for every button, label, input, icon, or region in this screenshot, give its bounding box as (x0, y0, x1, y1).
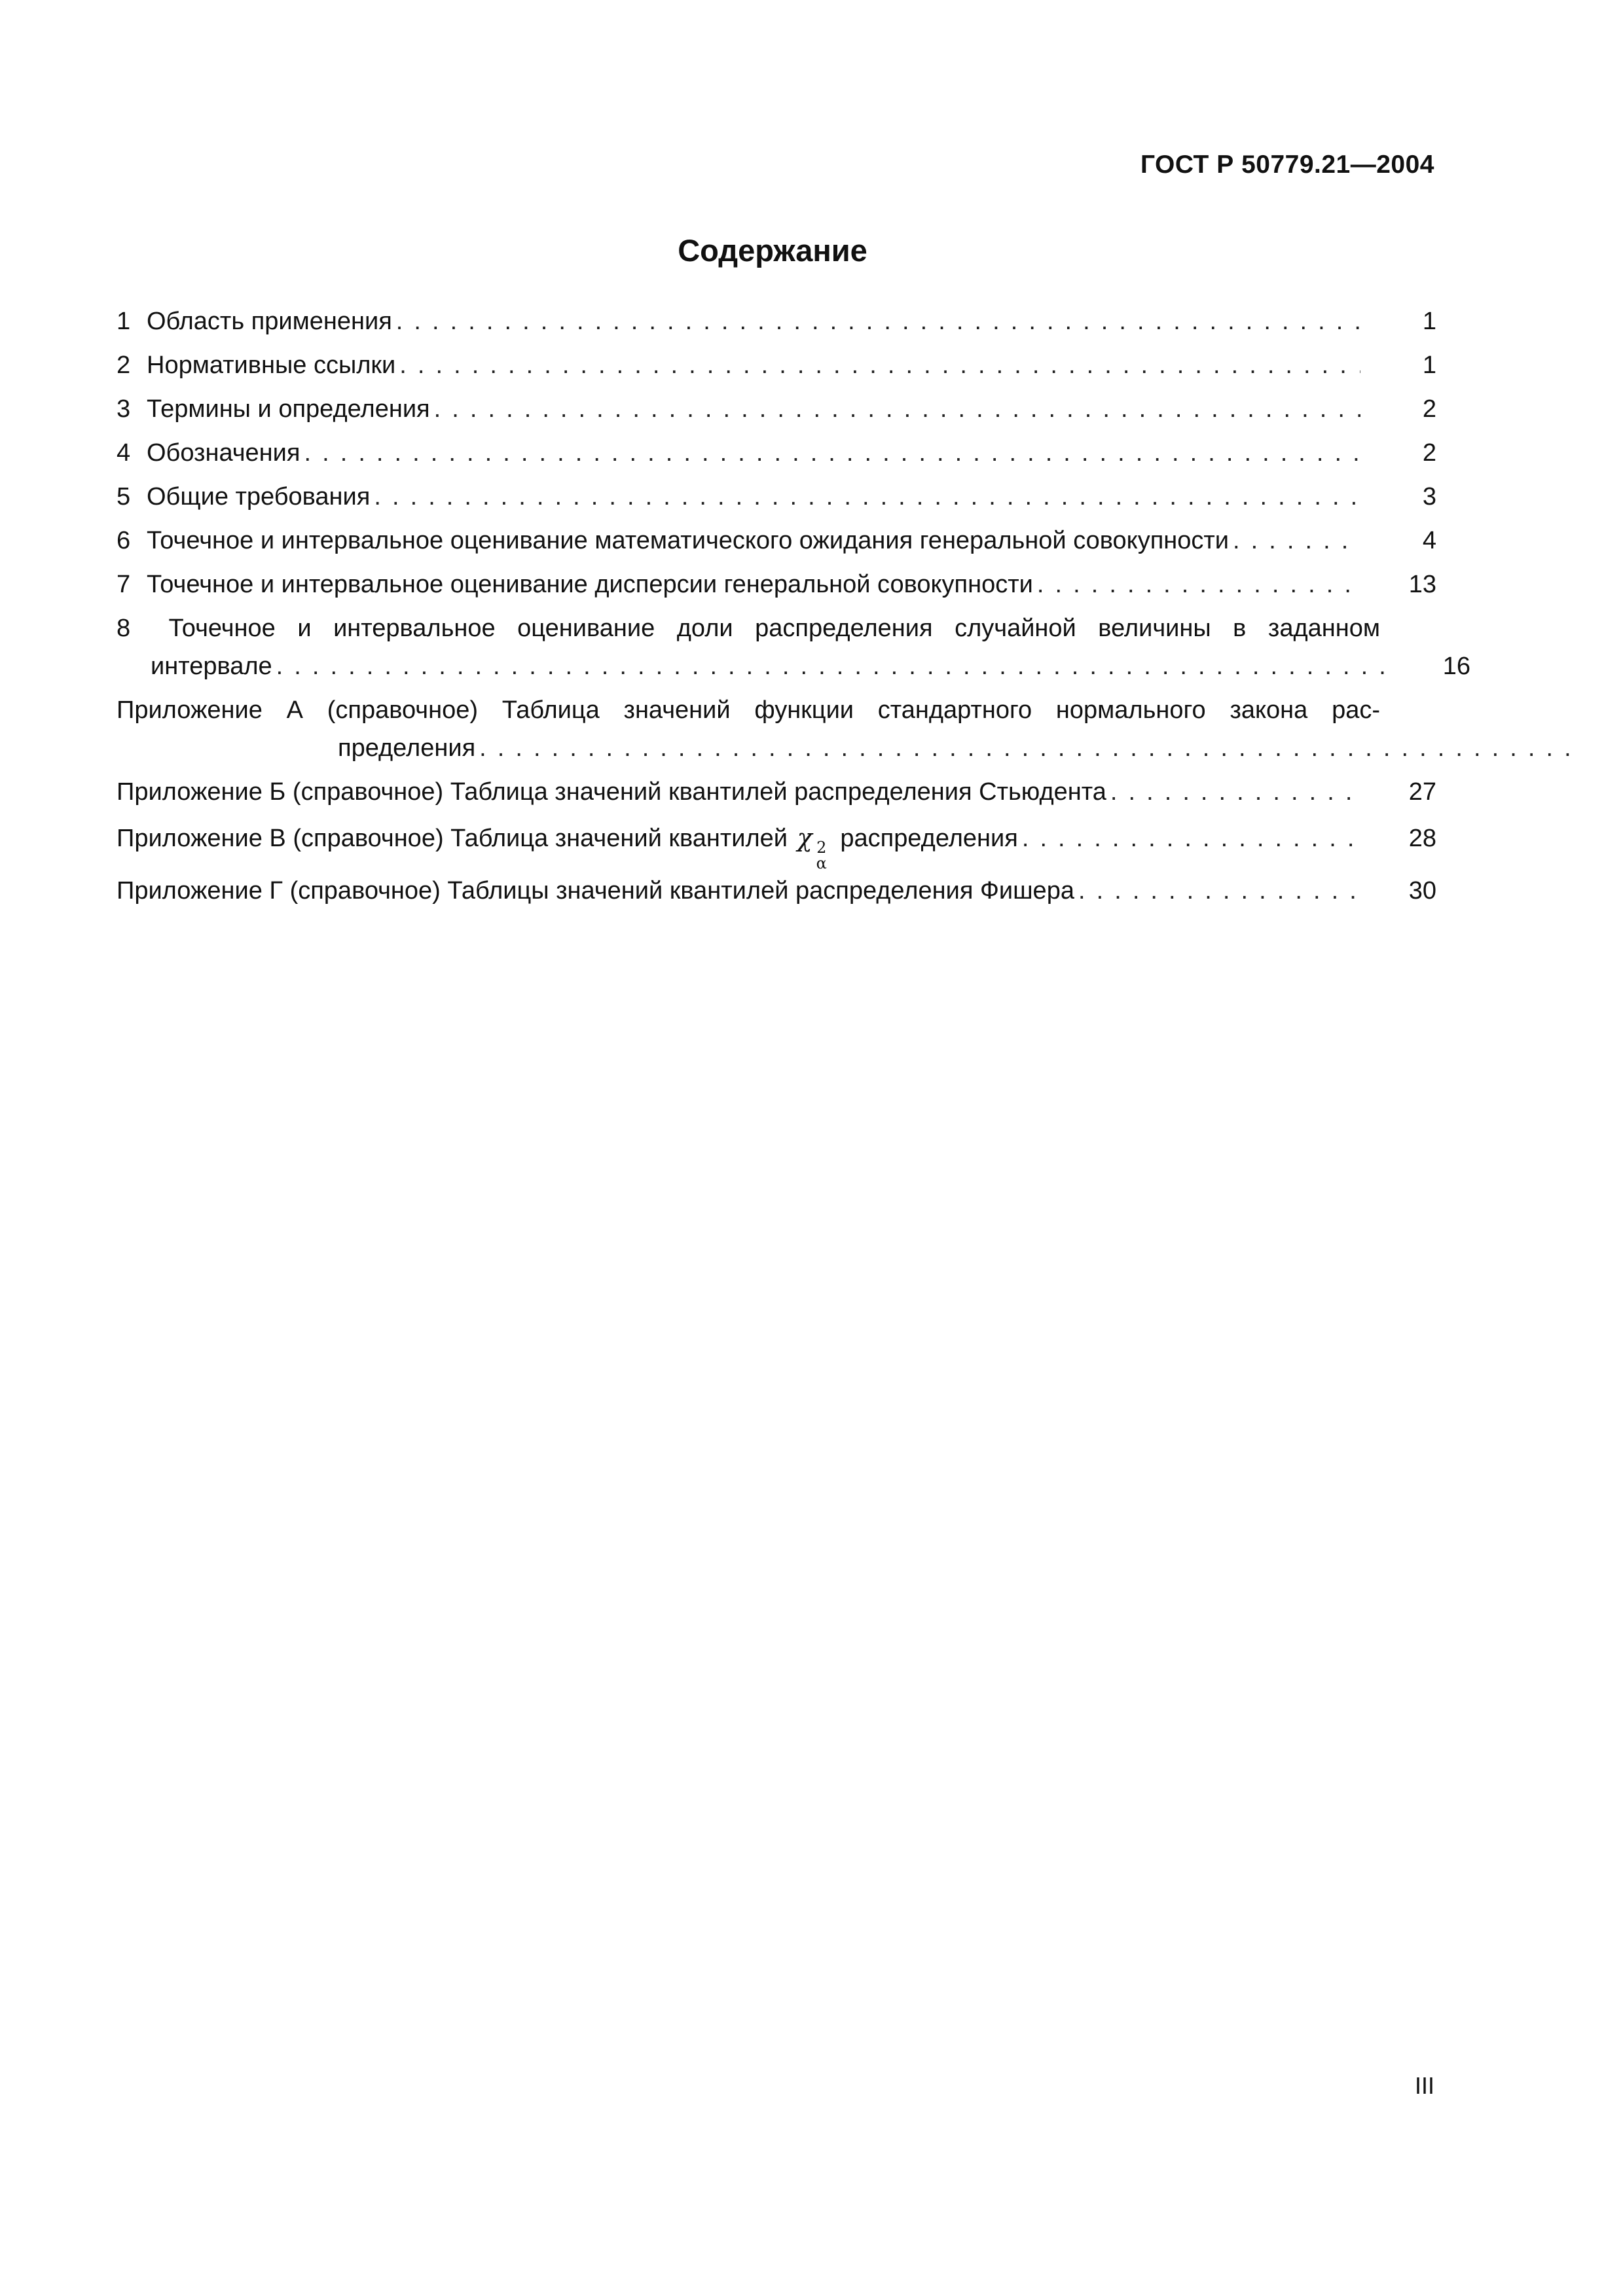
toc-entry-number: 1 (117, 308, 131, 335)
chi-symbol: χ (797, 823, 812, 852)
toc-entry-first-line: Приложение А (справочное) Таблица значений функции стандартного нормального закона рас- (117, 696, 1380, 724)
toc-entry[interactable] (117, 615, 1470, 696)
toc-entry-number: 5 (117, 483, 131, 511)
toc-entry-number: 2 (117, 351, 131, 379)
dot-leader (304, 439, 1360, 467)
dot-leader (479, 734, 1582, 762)
dot-leader (276, 653, 1395, 681)
toc-entry-page: 1 (1422, 351, 1436, 379)
toc-entry-label: Обозначения (147, 439, 301, 467)
toc-entry-number: 6 (117, 527, 131, 554)
toc-entry-label: Точечное и интервальное оценивание доли распределения случайной величины в заданном (168, 615, 1380, 642)
toc-entry-page: 2 (1422, 395, 1436, 423)
toc-entry-label: Приложение Г (справочное) Таблицы значений квантилей распределения Фишера (117, 877, 1074, 905)
toc-entry-label-continuation: пределения (338, 734, 476, 762)
toc-entry-second-line (117, 734, 1623, 778)
toc-entry-page: 28 (1408, 825, 1436, 852)
toc-entry-appendix[interactable] (117, 877, 1436, 921)
toc-entry-first-line (117, 615, 1380, 653)
dot-leader (1022, 825, 1360, 853)
toc-entry-page: 27 (1408, 778, 1436, 806)
toc-entry-page: 16 (1442, 653, 1470, 680)
toc-title: Содержание (678, 233, 867, 268)
toc-entry-second-line (117, 653, 1470, 696)
toc-entry[interactable] (117, 571, 1436, 615)
toc-entry-label: Нормативные ссылки (147, 351, 396, 379)
table-of-contents (117, 308, 1470, 921)
toc-entry[interactable] (117, 527, 1436, 571)
dot-leader (374, 483, 1360, 511)
toc-entry-appendix[interactable] (117, 778, 1436, 822)
toc-entry[interactable] (117, 439, 1436, 483)
dot-leader (1110, 778, 1360, 806)
toc-entry[interactable] (117, 483, 1436, 527)
toc-entry-label-prefix: Приложение В (справочное) Таблица значений квантилей (117, 825, 788, 852)
toc-entry-label: Область применения (147, 308, 392, 335)
toc-entry-number: 3 (117, 395, 131, 423)
toc-entry-label: Точечное и интервальное оценивание дисперсии генеральной совокупности (147, 571, 1033, 598)
toc-entry[interactable] (117, 351, 1436, 395)
toc-entry-number: 4 (117, 439, 131, 467)
dot-leader (396, 308, 1360, 336)
chi-subscript: α (816, 854, 827, 872)
toc-entry-label-suffix: распределения (840, 825, 1018, 852)
toc-entry-page: 30 (1408, 877, 1436, 905)
toc-entry-page: 13 (1408, 571, 1436, 598)
toc-entry-number: 7 (117, 571, 131, 598)
toc-entry-page: 3 (1422, 483, 1436, 511)
toc-entry-label: Приложение Б (справочное) Таблица значений квантилей распределения Стьюдента (117, 778, 1106, 806)
toc-entry-appendix[interactable] (117, 696, 1436, 778)
page-number: III (1414, 2072, 1434, 2099)
dot-leader (399, 351, 1360, 380)
toc-entry-label: Общие требования (147, 483, 371, 511)
toc-entry-label: Термины и определения (147, 395, 430, 423)
toc-entry-page: 1 (1422, 308, 1436, 335)
chi-superscript: 2 (816, 838, 827, 857)
chi-indices (816, 840, 827, 871)
toc-entry-page: 2 (1422, 439, 1436, 467)
dot-leader (1037, 571, 1360, 599)
toc-entry-label-continuation: интервале (151, 653, 272, 680)
toc-entry[interactable] (117, 308, 1436, 351)
toc-entry[interactable] (117, 395, 1436, 439)
dot-leader (434, 395, 1360, 423)
document-standard-id: ГОСТ Р 50779.21—2004 (1140, 151, 1434, 179)
toc-entry-number: 8 (117, 615, 131, 642)
toc-entry-label: Точечное и интервальное оценивание математического ожидания генеральной совокупности (147, 527, 1230, 554)
dot-leader (1233, 527, 1360, 555)
toc-entry-page (1586, 734, 1623, 762)
toc-entry-label (117, 823, 1018, 871)
dot-leader (1078, 877, 1360, 905)
toc-entry-appendix[interactable] (117, 822, 1436, 877)
toc-entry-page: 4 (1422, 527, 1436, 554)
